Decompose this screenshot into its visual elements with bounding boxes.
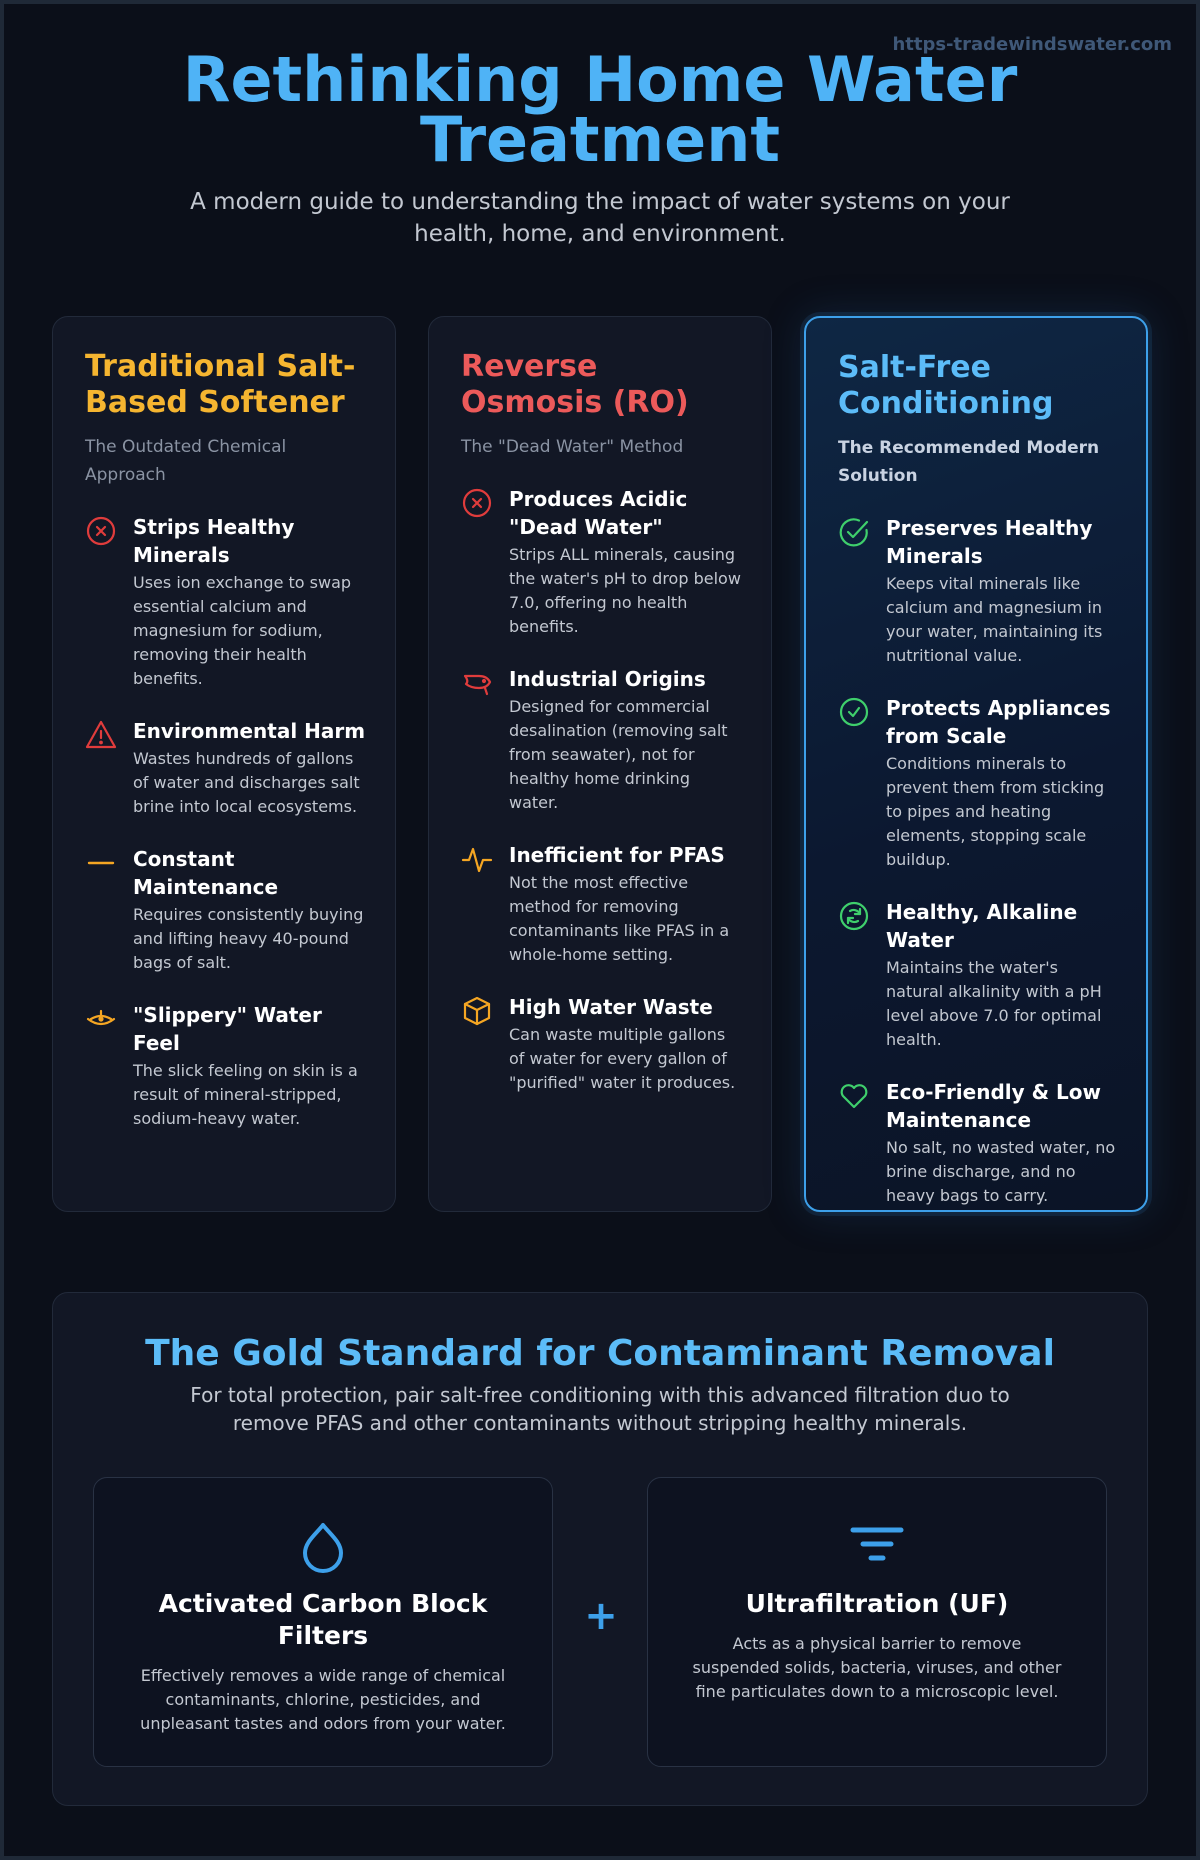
item-desc: Conditions minerals to prevent them from sticking to pipes and heating elements, stopping scale buildup.: [886, 754, 1105, 869]
pulse-icon: [461, 843, 493, 875]
heart-icon: [838, 1080, 870, 1112]
page-title: Rethinking Home Water Treatment: [182, 43, 1018, 176]
card-subtitle: The Outdated Chemical Approach: [85, 437, 287, 485]
check-circle-icon: [838, 696, 870, 728]
list-item: [85, 717, 367, 819]
item-title: Preserves Healthy Minerals: [886, 516, 1093, 568]
list-item: [461, 841, 743, 967]
item-title: High Water Waste: [509, 995, 713, 1019]
list-item: [838, 898, 1118, 1052]
section-subtitle: For total protection, pair salt-free conditioning with this advanced filtration duo to remove PFAS and other contaminants without stripping healthy minerals.: [190, 1383, 1010, 1435]
list-item: [461, 485, 743, 639]
item-title: "Slippery" Water Feel: [133, 1003, 322, 1055]
card-subtitle: The Recommended Modern Solution: [838, 438, 1100, 486]
item-desc: Requires consistently buying and lifting heavy 40-pound bags of salt.: [133, 905, 364, 972]
card-subtitle: The "Dead Water" Method: [461, 437, 684, 457]
item-title: Inefficient for PFAS: [509, 843, 725, 867]
filter-title: Ultrafiltration (UF): [745, 1589, 1009, 1618]
item-desc: Wastes hundreds of gallons of water and discharges salt brine into local ecosystems.: [133, 749, 360, 816]
item-desc: No salt, no wasted water, no brine discharge, and no heavy bags to carry.: [886, 1138, 1116, 1205]
card-title: Salt-Free Conditioning: [838, 350, 1054, 421]
filter-card-ultrafiltration: [647, 1477, 1107, 1767]
card-salt-free: [804, 316, 1148, 1212]
filter-desc: Effectively removes a wide range of chemical contaminants, chlorine, pesticides, and unpleasant tastes and odors from your water.: [140, 1666, 506, 1733]
gold-standard-section: [52, 1292, 1148, 1806]
item-title: Environmental Harm: [133, 719, 366, 743]
card-reverse-osmosis: [428, 316, 772, 1212]
item-desc: Strips ALL minerals, causing the water's pH to drop below 7.0, offering no health benefits.: [509, 545, 741, 636]
item-title: Strips Healthy Minerals: [133, 515, 295, 567]
refresh-icon: [838, 900, 870, 932]
item-title: Industrial Origins: [509, 667, 706, 691]
filter-card-carbon: [93, 1477, 553, 1767]
item-desc: Designed for commercial desalination (removing salt from seawater), not for healthy home drinking water.: [509, 697, 728, 812]
item-title: Produces Acidic "Dead Water": [509, 487, 688, 539]
list-item: [85, 1001, 367, 1131]
card-title: Reverse Osmosis (RO): [461, 349, 689, 420]
slippery-icon: [85, 1003, 117, 1035]
item-title: Constant Maintenance: [133, 847, 279, 899]
droplet-icon: [296, 1520, 350, 1574]
card-title: Traditional Salt-Based Softener: [85, 349, 356, 420]
list-item: [838, 694, 1118, 872]
list-item: [461, 993, 743, 1095]
box-icon: [461, 995, 493, 1027]
item-title: Healthy, Alkaline Water: [886, 900, 1078, 952]
list-item: [85, 845, 367, 975]
filter-icon: [850, 1520, 904, 1574]
item-title: Eco-Friendly & Low Maintenance: [886, 1080, 1101, 1132]
check-circle-icon: [838, 516, 870, 548]
page-subtitle: A modern guide to understanding the impact of water systems on your health, home, and environment.: [190, 189, 1010, 247]
item-title: Protects Appliances from Scale: [886, 696, 1111, 748]
card-salt-softener: [52, 316, 396, 1212]
item-desc: The slick feeling on skin is a result of mineral-stripped, sodium-heavy water.: [133, 1061, 358, 1128]
minus-icon: [85, 847, 117, 879]
list-item: [838, 514, 1118, 668]
list-item: [838, 1078, 1118, 1208]
item-desc: Uses ion exchange to swap essential calcium and magnesium for sodium, removing their health benefits.: [133, 573, 352, 688]
filter-title: Activated Carbon Block Filters: [158, 1589, 488, 1650]
item-desc: Maintains the water's natural alkalinity with a pH level above 7.0 for optimal health.: [886, 958, 1102, 1049]
section-title: The Gold Standard for Contaminant Removal: [145, 1333, 1055, 1374]
site-url: https-tradewindswater.com: [892, 34, 1172, 55]
x-circle-icon: [85, 515, 117, 547]
plus-icon: +: [584, 1593, 618, 1639]
fish-icon: [461, 667, 493, 699]
warning-triangle-icon: [85, 719, 117, 751]
item-desc: Not the most effective method for removing contaminants like PFAS in a whole-home setting.: [509, 873, 730, 964]
x-circle-icon: [461, 487, 493, 519]
item-desc: Keeps vital minerals like calcium and magnesium in your water, maintaining its nutritional value.: [886, 574, 1103, 665]
list-item: [85, 513, 367, 691]
filter-desc: Acts as a physical barrier to remove suspended solids, bacteria, viruses, and other fine particulates down to a microscopic level.: [692, 1634, 1062, 1701]
list-item: [461, 665, 743, 815]
item-desc: Can waste multiple gallons of water for every gallon of "purified" water it produces.: [509, 1025, 736, 1092]
